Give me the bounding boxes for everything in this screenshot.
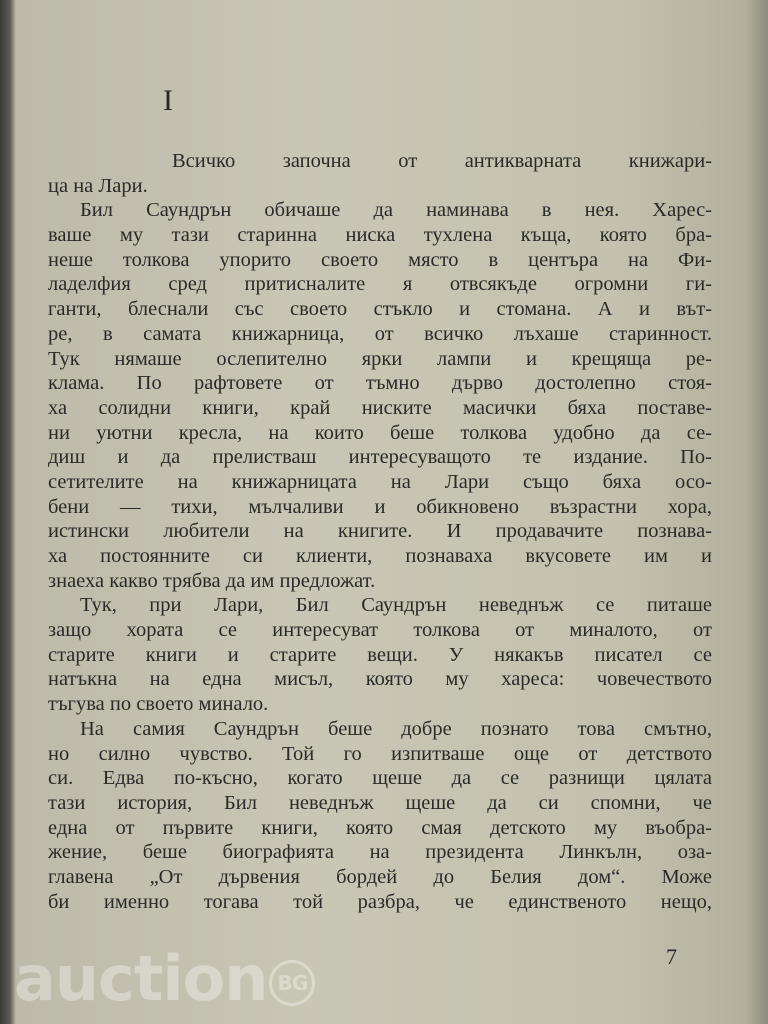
page-number: 7 bbox=[666, 944, 677, 969]
chapter-heading: I bbox=[163, 84, 173, 117]
text-line: диш и да прелистваш интересуващото те издание. По- bbox=[48, 446, 712, 469]
text-line: старите книги и старите вещи. У някакъв писател се bbox=[48, 643, 712, 666]
text-line: би именно тогава той разбра, че единственото нещо, bbox=[48, 890, 712, 913]
watermark-badge: BG bbox=[269, 960, 315, 1006]
text-line: истински любители на книгите. И продавачите познава- bbox=[48, 520, 712, 543]
text-line: сетителите на книжарницата на Лари също бяха осо- bbox=[48, 470, 712, 493]
text-line: защо хората се интересуват толкова от миналото, от bbox=[48, 619, 712, 642]
text-line: натъкна на една мисъл, която му хареса: човечеството bbox=[48, 668, 712, 691]
text-line: ха солидни книги, край ниските масички бяха поставе- bbox=[48, 396, 712, 419]
text-line: Бил Саундрън обичаше да наминава в нея. Харес- bbox=[80, 199, 712, 222]
text-line: Тук, при Лари, Бил Саундрън неведнъж се питаше bbox=[80, 594, 712, 617]
body-text bbox=[48, 149, 712, 914]
text-line: На самия Саундрън беше добре познато това смътно, bbox=[80, 717, 712, 740]
text-line: знаеха какво трябва да им предложат. bbox=[48, 569, 376, 592]
text-line: клама. По рафтовете от тъмно дърво достолепно стоя- bbox=[48, 372, 712, 395]
text-line: ни уютни кресла, на които беше толкова удобно да се- bbox=[48, 421, 712, 444]
text-line: бени — тихи, мълчаливи и обикновено възрастни хора, bbox=[48, 495, 712, 518]
text-line: тази история, Бил неведнъж щеше да си спомни, че bbox=[48, 791, 712, 814]
auction-watermark-logo bbox=[14, 944, 315, 1014]
text-line: неше толкова упорито своето място в центъра на Фи- bbox=[48, 248, 712, 271]
text-line: ганти, блеснали със своето стъкло и стомана. А и вът- bbox=[48, 298, 712, 321]
text-line: но силно чувство. Той го изпитваше още от детството bbox=[48, 742, 712, 765]
text-line: ладелфия сред притисналите я отвсякъде огромни ги- bbox=[48, 273, 712, 296]
text-line: главена „От дървения бордей до Белия дом“. Може bbox=[48, 865, 712, 888]
text-line: ха постоянните си клиенти, познаваха вкусовете им и bbox=[48, 545, 712, 567]
text-line: си. Едва по-късно, когато щеше да се разнищи цялата bbox=[48, 767, 712, 790]
text-line: ца на Лари. bbox=[48, 174, 148, 197]
text-line: ваше му тази старинна ниска тухлена къща, която бра- bbox=[48, 224, 712, 247]
watermark-text: auction bbox=[14, 942, 268, 1015]
text-line: жение, беше биографията на президента Линкълн, оза- bbox=[48, 841, 712, 864]
text-line: ре, в самата книжарница, от всичко лъхаше старинност. bbox=[48, 322, 712, 345]
text-line: Всичко започна от антикварната книжари- bbox=[172, 150, 712, 172]
text-line: една от първите книги, която смая детското му въобра- bbox=[48, 816, 712, 839]
text-line: Тук нямаше ослепително ярки лампи и крещяща ре- bbox=[48, 347, 712, 370]
text-line: тъгува по своето минало. bbox=[48, 693, 269, 716]
